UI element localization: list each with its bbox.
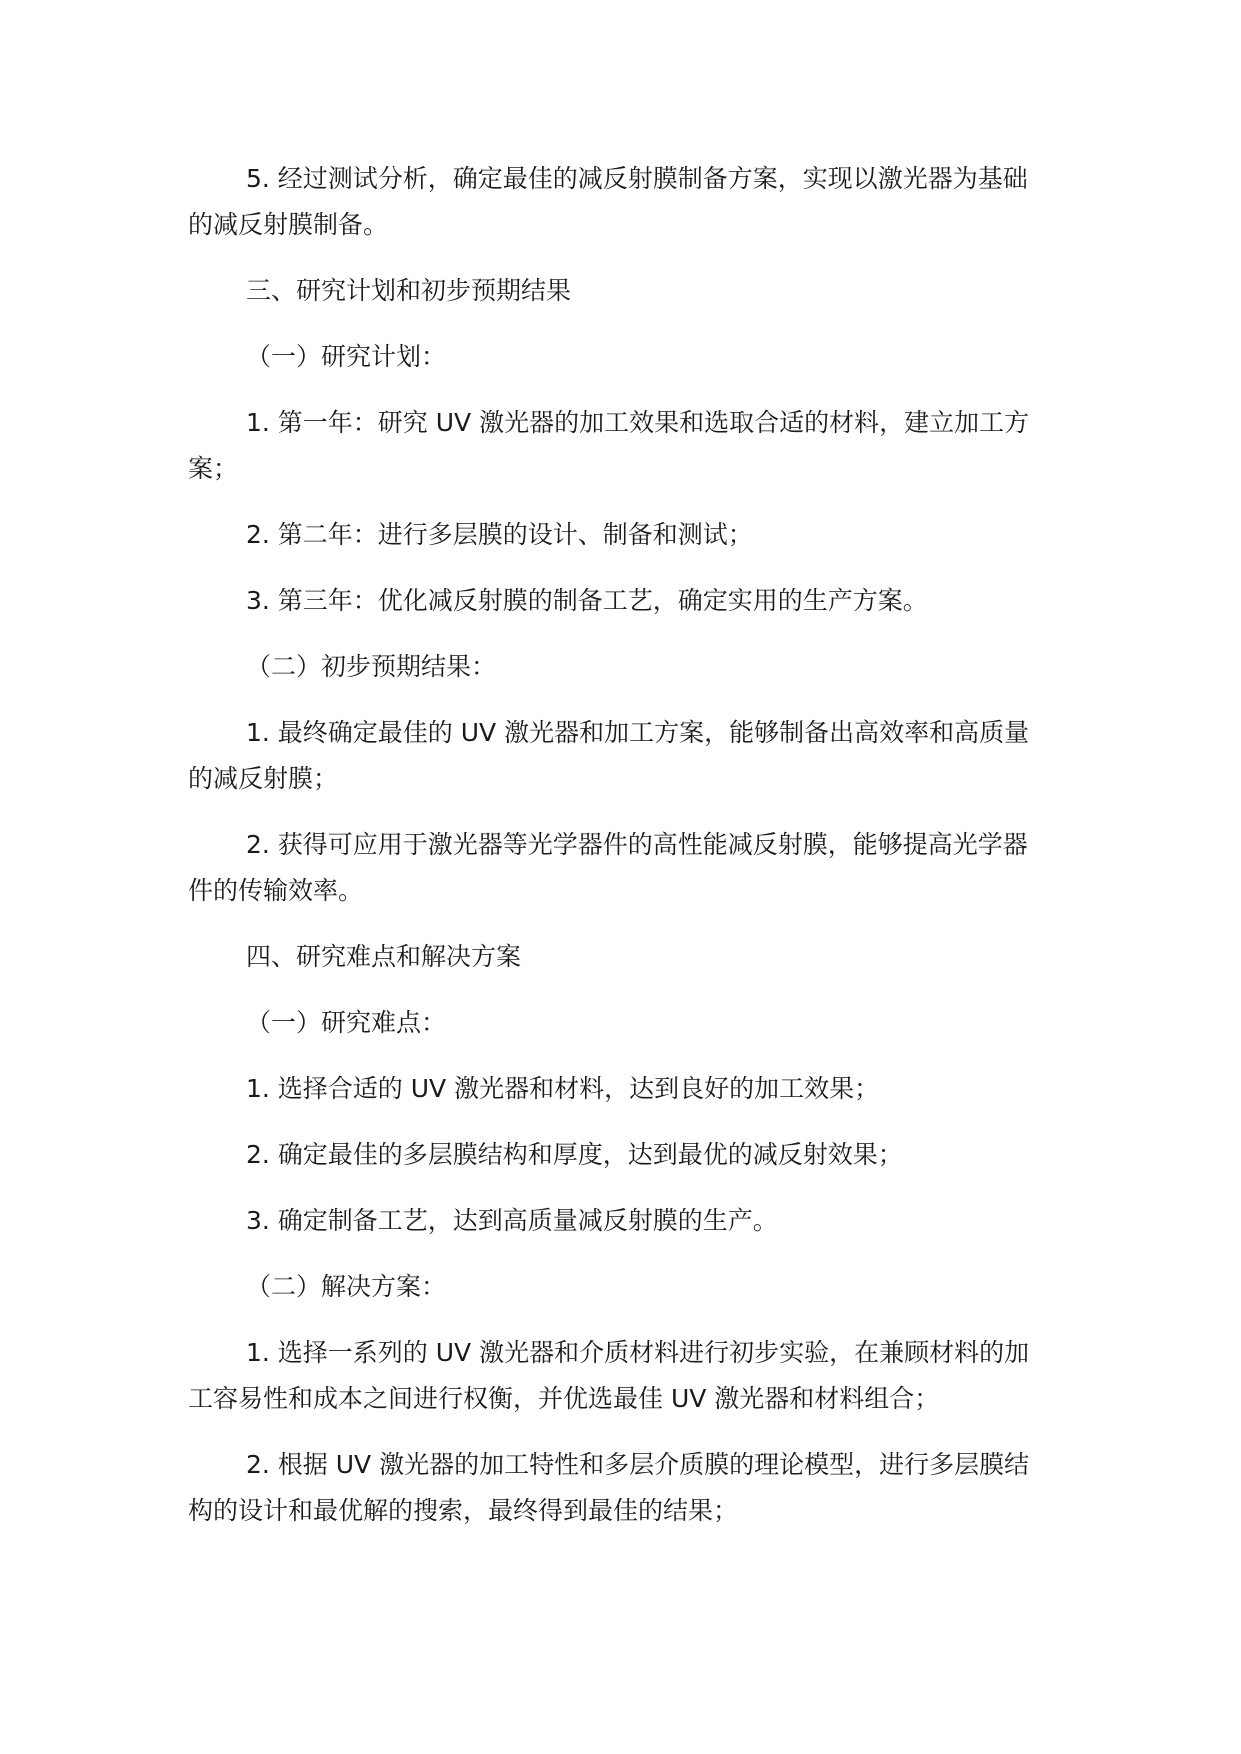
paragraph-difficulty-2: 2. 确定最佳的多层膜结构和厚度，达到最优的减反射效果； — [246, 1140, 903, 1169]
section-heading-research-plan: 三、研究计划和初步预期结果 — [246, 276, 572, 305]
document-body — [188, 156, 1048, 1554]
subheading-difficulties: （一）研究难点： — [246, 1008, 447, 1037]
subheading-solutions: （二）解决方案： — [246, 1272, 447, 1301]
subheading-research-plan: （一）研究计划： — [246, 342, 447, 371]
paragraph-expected-result-2: 2. 获得可应用于激光器等光学器件的高性能减反射膜，能够提高光学器件的传输效率。 — [188, 830, 1028, 905]
subheading-expected-results: （二）初步预期结果： — [246, 652, 497, 681]
paragraph-difficulty-3: 3. 确定制备工艺，达到高质量减反射膜的生产。 — [246, 1206, 778, 1235]
paragraph-plan-year-3: 3. 第三年：优化减反射膜的制备工艺，确定实用的生产方案。 — [246, 586, 928, 615]
paragraph-solution-1: 1. 选择一系列的 UV 激光器和介质材料进行初步实验，在兼顾材料的加工容易性和成本之间进行权衡，并优选最佳 UV 激光器和材料组合； — [188, 1338, 1030, 1413]
paragraph-item-5-conclusion: 5. 经过测试分析，确定最佳的减反射膜制备方案，实现以激光器为基础的减反射膜制备。 — [188, 164, 1028, 239]
paragraph-plan-year-1: 1. 第一年：研究 UV 激光器的加工效果和选取合适的材料，建立加工方案； — [188, 408, 1030, 483]
paragraph-difficulty-1: 1. 选择合适的 UV 激光器和材料，达到良好的加工效果； — [246, 1074, 880, 1103]
section-heading-difficulties: 四、研究难点和解决方案 — [246, 942, 522, 971]
paragraph-expected-result-1: 1. 最终确定最佳的 UV 激光器和加工方案，能够制备出高效率和高质量的减反射膜； — [188, 718, 1030, 793]
paragraph-plan-year-2: 2. 第二年：进行多层膜的设计、制备和测试； — [246, 520, 753, 549]
paragraph-solution-2: 2. 根据 UV 激光器的加工特性和多层介质膜的理论模型，进行多层膜结构的设计和最优解的搜索，最终得到最佳的结果； — [188, 1450, 1030, 1525]
